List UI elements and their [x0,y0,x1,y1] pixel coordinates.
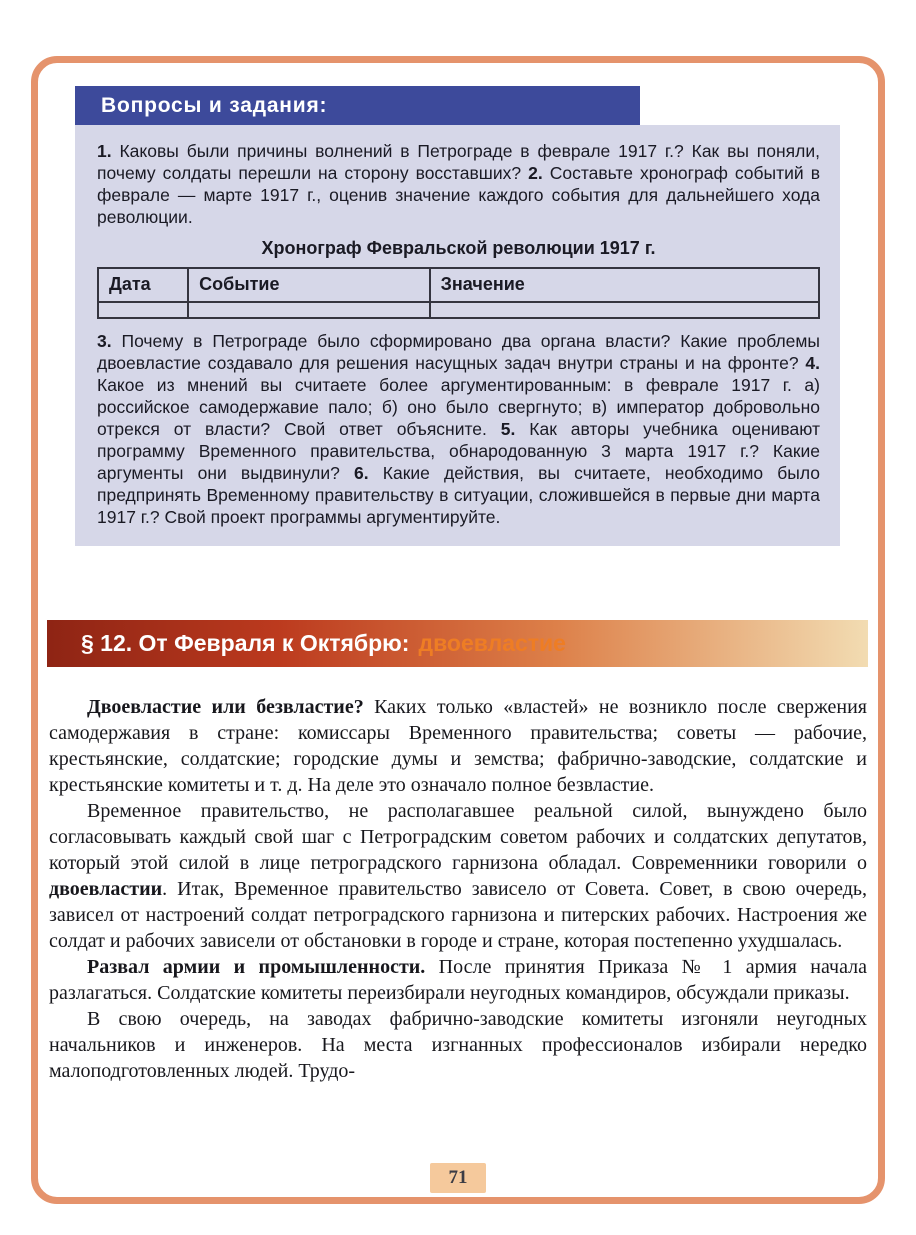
questions-header-label: Вопросы и задания: [101,94,328,117]
page-number: 71 [448,1167,468,1188]
section-title-accent: двоевластие [418,630,566,656]
chronograph-table [97,267,820,319]
body-paragraph: Развал армии и промышленности. После принятия Приказа № 1 армия начала разлагаться. Солдатские комитеты переизбирали неугодных командиров, обсуждали приказы. [49,956,867,1004]
questions-block-1: 1. Каковы были причины волнений в Петрограде в феврале 1917 г.? Как вы поняли, почему солдаты перешли на сторону восставших? 2. Составьте хронограф событий в феврале — марте 1917 г., оценив значение каждого события для дальнейшего хода революции. [97,141,820,227]
table-header-meaning: Значение [430,268,819,302]
body-paragraphs [49,694,867,1084]
body-paragraph: Двоевластие или безвластие? Каких только «властей» не возникло после свержения самодержавия в стране: комиссары Временного правительства; советы — рабочие, крестьянские, солдатские; городские думы и земства; фабрично-заводские, солдатские и крестьянские комитеты и т. д. На деле это означало полное безвластие. [49,696,867,796]
table-header-date: Дата [98,268,188,302]
table-empty-cell-event [188,302,430,318]
section-header [47,620,868,667]
section-title: § 12. От Февраля к Октябрю: [81,630,410,656]
chronograph-title: Хронограф Февральской революции 1917 г. [261,238,656,258]
table-header-event: Событие [188,268,430,302]
table-empty-row [98,302,819,318]
body-paragraph: В свою очередь, на заводах фабрично-заводские комитеты изгоняли неугодных начальников и инженеров. На места изгнанных профессионалов избирали нередко малоподготовленных людей. Трудо- [49,1008,867,1082]
page-number-badge [430,1163,486,1193]
table-header-row [98,268,819,302]
questions-block-2: 3. Почему в Петрограде было сформировано два органа власти? Какие проблемы двоевластие создавало для решения насущных задач внутри страны и на фронте? 4. Какое из мнений вы считаете более аргументированным: в феврале 1917 г. а) российское самодержавие пало; б) оно было свергнуто; в) император добровольно отрекся от власти? Свой ответ объясните. 5. Как авторы учебника оценивают программу Временного правительства, обнародованную 3 марта 1917 г.? Какие аргументы они выдвинули? 6. Какие действия, вы считаете, необходимо было предпринять Временному правительству в ситуации, сложившейся в первые дни марта 1917 г.? Свой проект программы аргументируйте. [97,331,821,527]
questions-header [75,86,640,125]
table-empty-cell-date [98,302,188,318]
table-empty-cell-meaning [430,302,819,318]
questions-box [75,125,840,546]
body-paragraph: Временное правительство, не располагавшее реальной силой, вынуждено было согласовывать каждый свой шаг с Петроградским советом рабочих и солдатских депутатов, который этой силой в лице петроградского гарнизона обладал. Современники говорили о двоевластии. Итак, Временное правительство зависело от Совета. Совет, в свою очередь, зависел от настроений солдат петроградского гарнизона и питерских рабочих. Настроения же солдат и рабочих зависели от обстановки в городе и стране, которая постепенно ухудшалась. [49,800,867,952]
